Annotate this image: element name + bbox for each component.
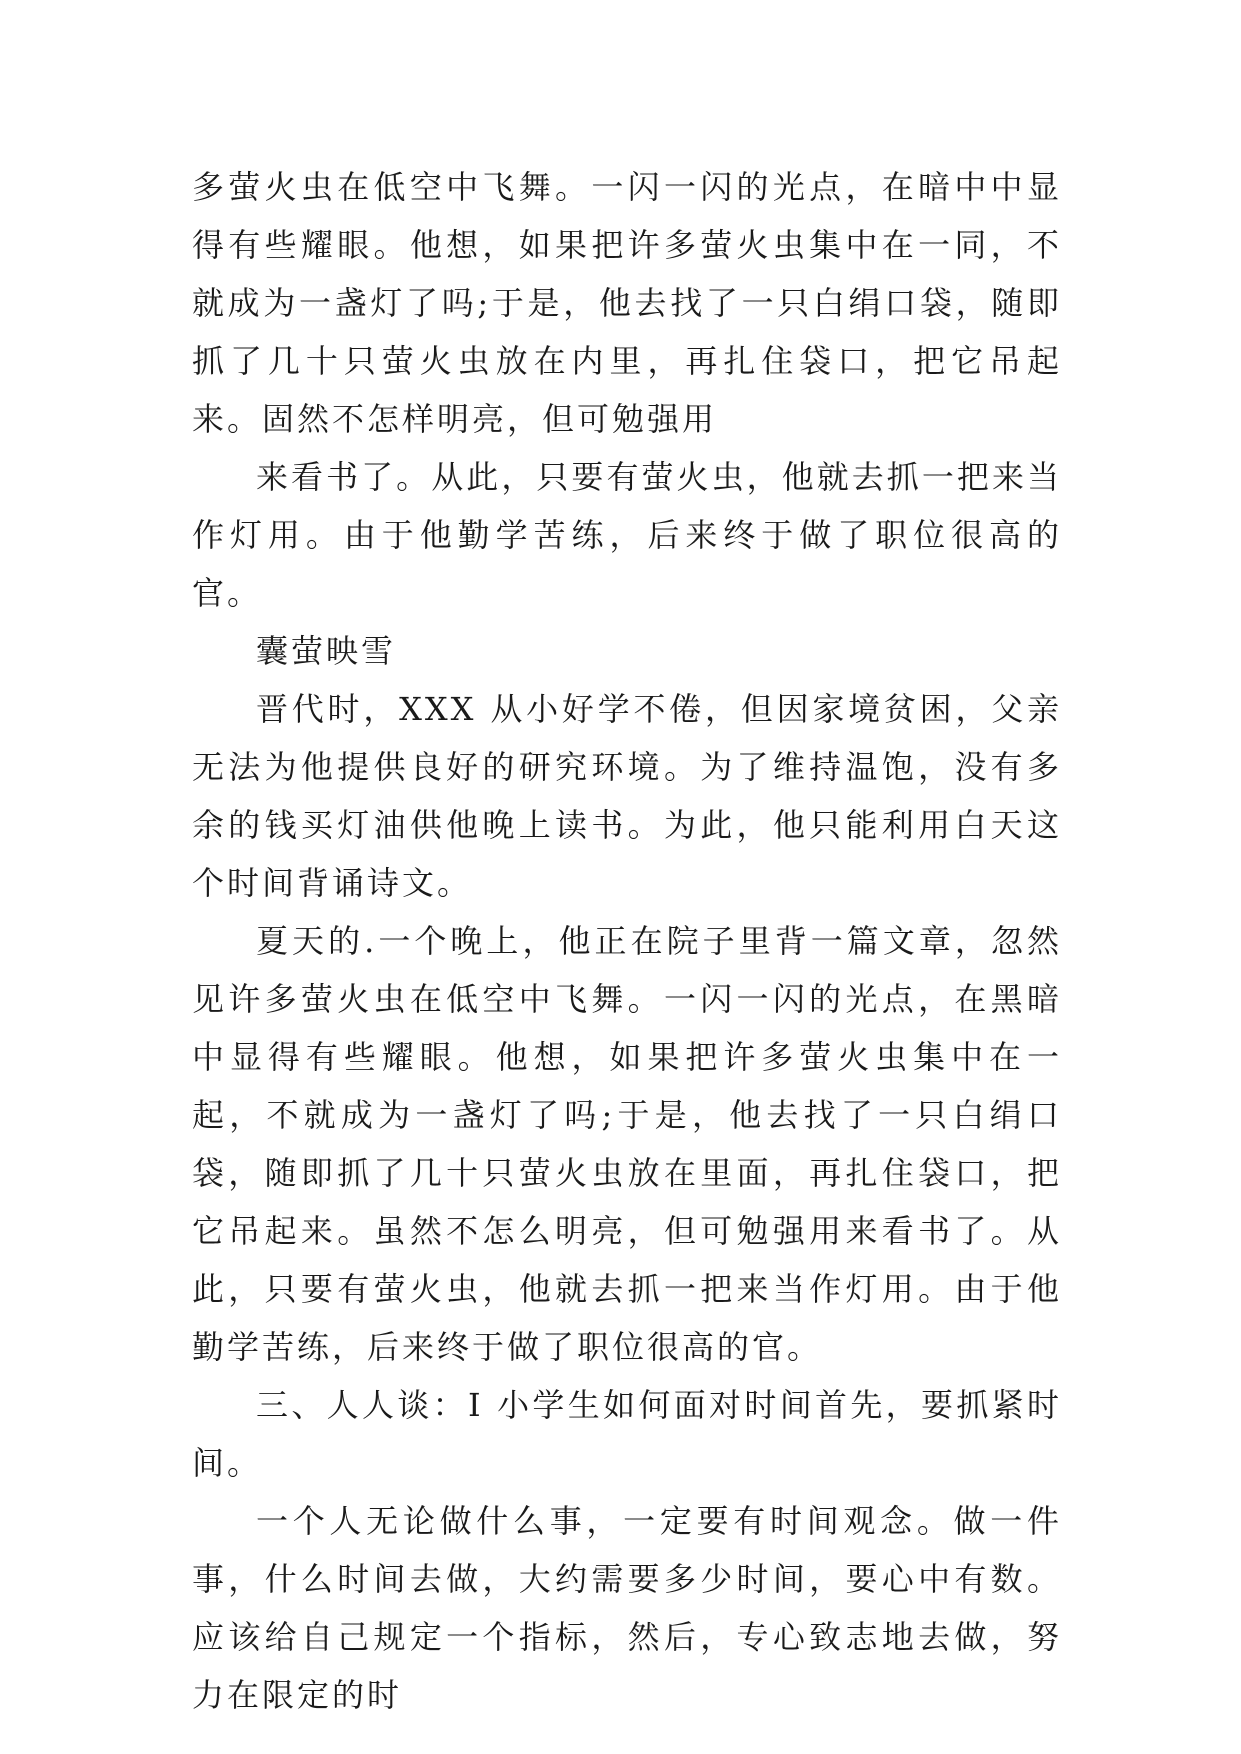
paragraph-1: 多萤火虫在低空中飞舞。一闪一闪的光点，在暗中中显得有些耀眼。他想，如果把许多萤火虫集中在一同，不就成为一盏灯了吗;于是，他去找了一只白绢口袋，随即抓了几十只萤火虫放在内里，再扎住袋口，把它吊起来。固然不怎样明亮，但可勉强用 — [192, 168, 1062, 438]
document-body — [192, 158, 1062, 1724]
paragraph-4: 夏天的.一个晚上，他正在院子里背一篇文章，忽然见许多萤火虫在低空中飞舞。一闪一闪的光点，在黑暗中显得有些耀眼。他想，如果把许多萤火虫集中在一起，不就成为一盏灯了吗;于是，他去找了一只白绢口袋，随即抓了几十只萤火虫放在里面，再扎住袋口，把它吊起来。虽然不怎么明亮，但可勉强用来看书了。从此，只要有萤火虫，他就去抓一把来当作灯用。由于他勤学苦练，后来终于做了职位很高的官。 — [192, 922, 1062, 1366]
section-heading: 囊萤映雪 — [256, 632, 397, 670]
paragraph-5: 三、人人谈：I 小学生如何面对时间首先，要抓紧时间。 — [192, 1386, 1062, 1482]
paragraph-6: 一个人无论做什么事，一定要有时间观念。做一件事，什么时间去做，大约需要多少时间，要心中有数。应该给自己规定一个指标，然后，专心致志地去做，努力在限定的时 — [192, 1502, 1062, 1714]
paragraph-3: 晋代时，XXX 从小好学不倦，但因家境贫困，父亲无法为他提供良好的研究环境。为了维持温饱，没有多余的钱买灯油供他晚上读书。为此，他只能利用白天这个时间背诵诗文。 — [192, 690, 1062, 902]
paragraph-2: 来看书了。从此，只要有萤火虫，他就去抓一把来当作灯用。由于他勤学苦练，后来终于做了职位很高的官。 — [192, 458, 1062, 612]
